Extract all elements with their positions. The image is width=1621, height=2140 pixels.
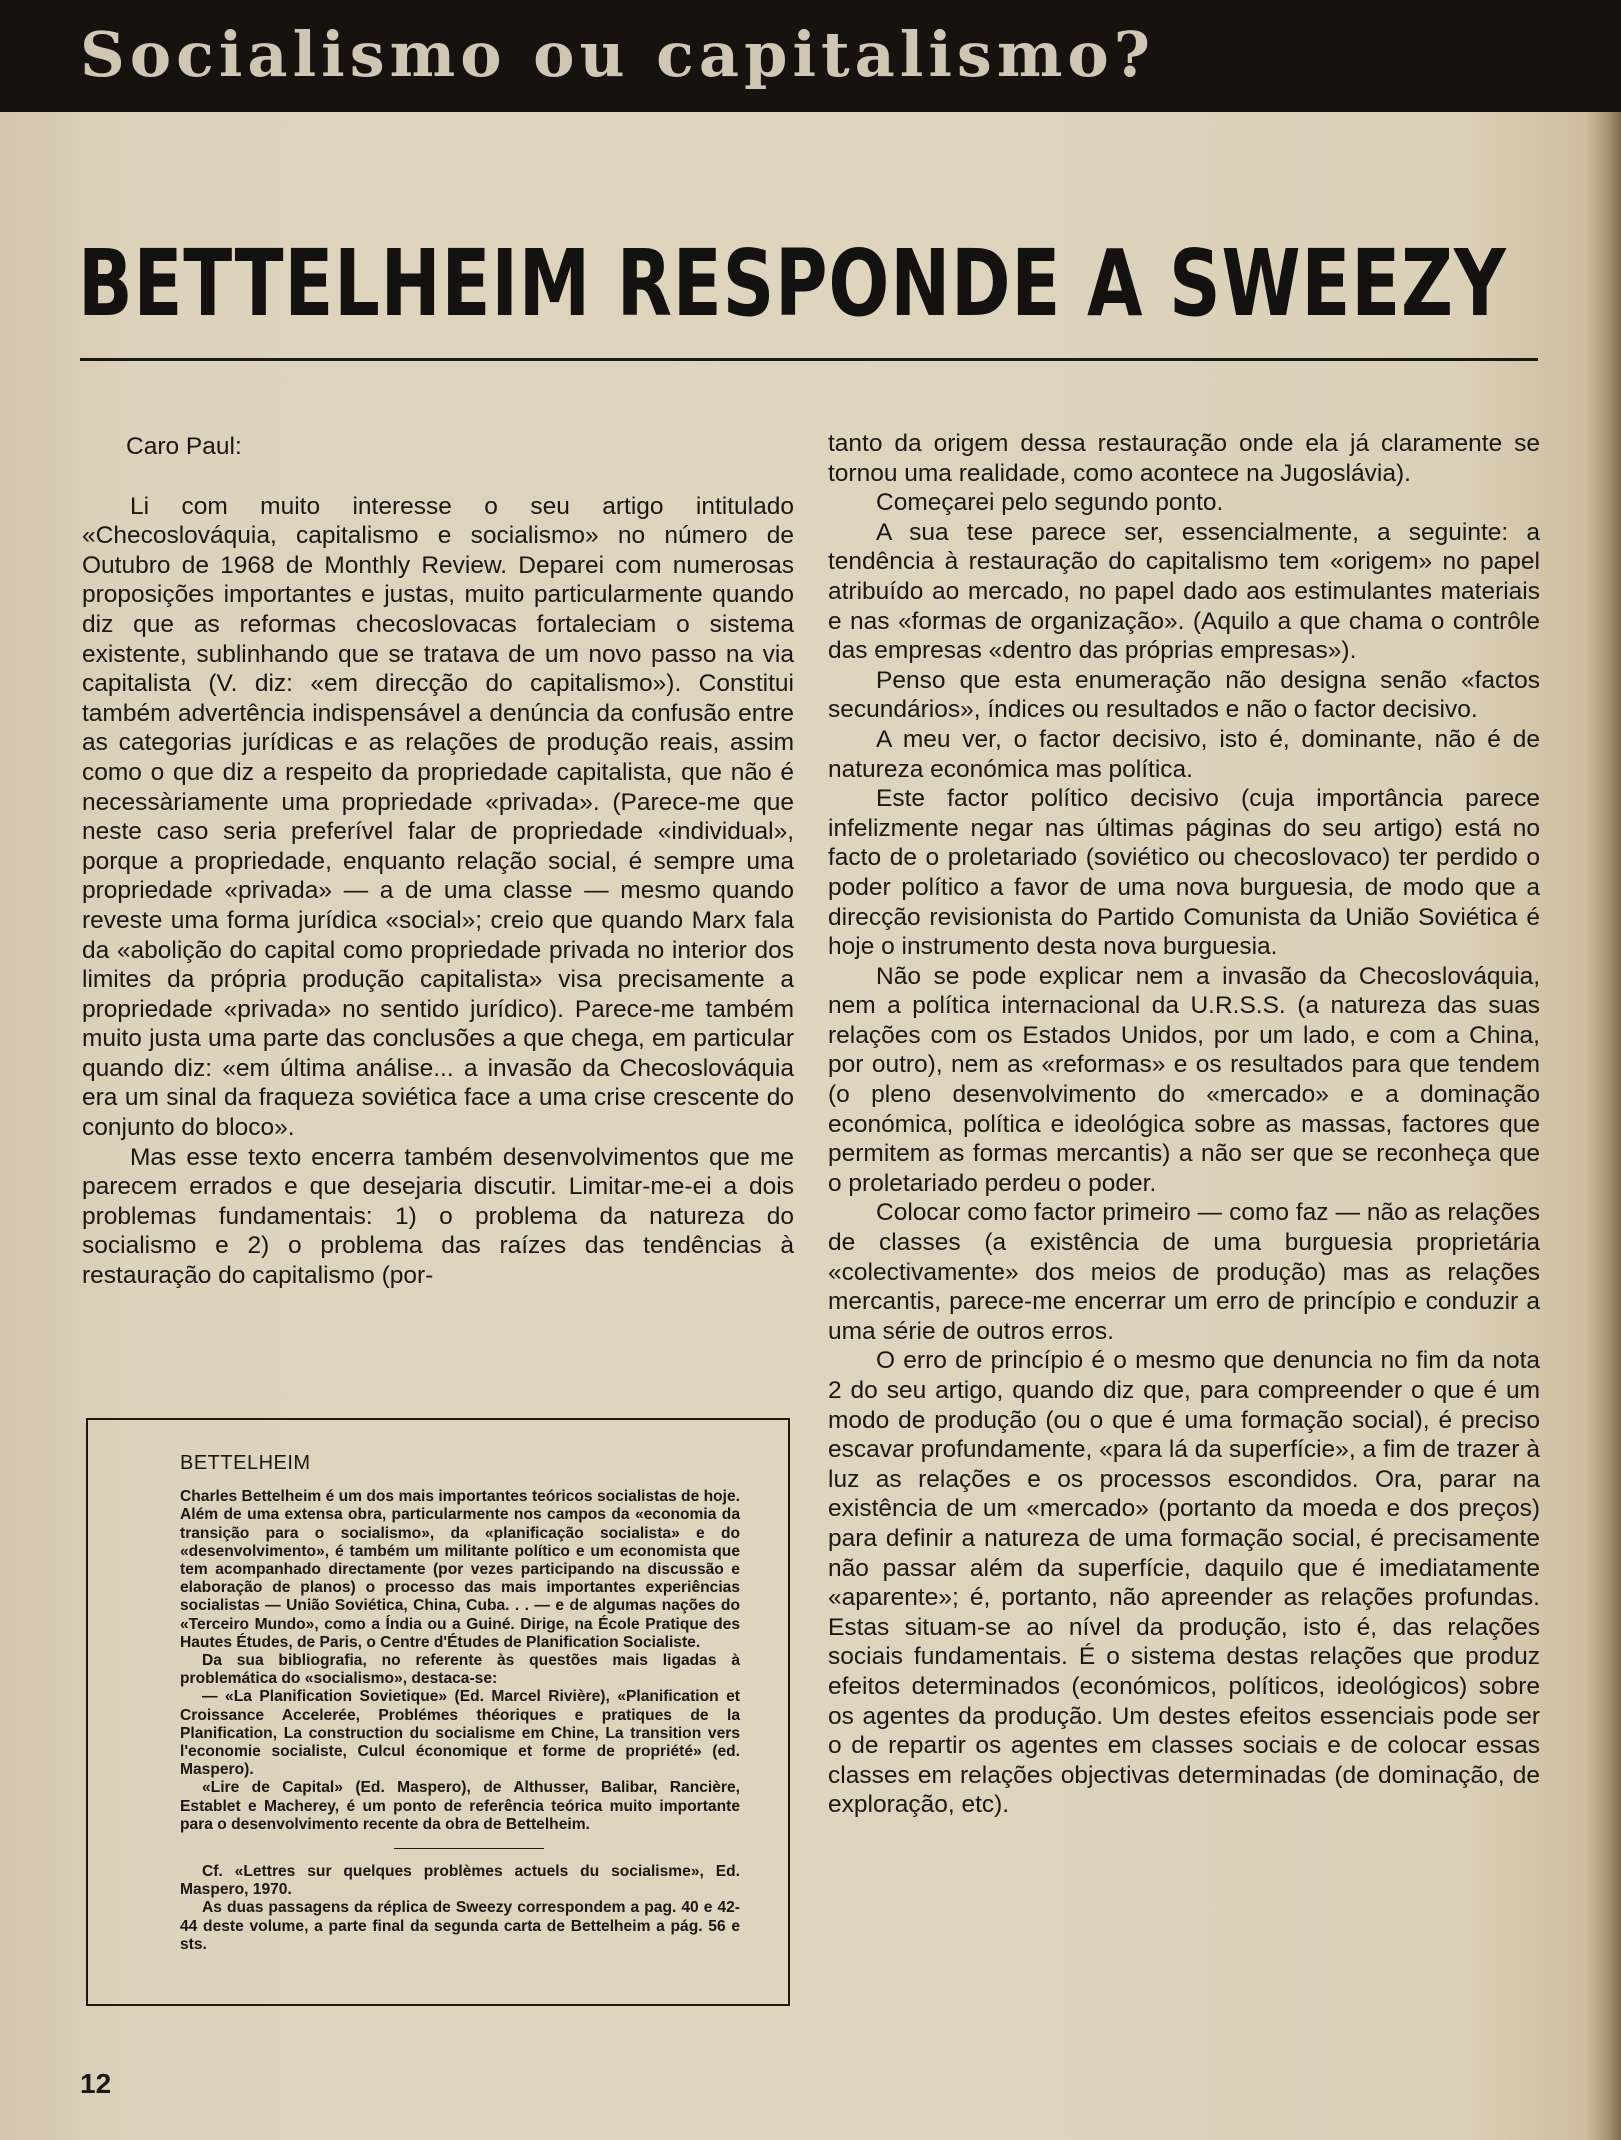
author-sidebar-box xyxy=(86,1418,790,2006)
paragraph: Este factor político decisivo (cuja importância parece infelizmente negar nas últimas páginas do seu artigo) está no facto de o proletariado (soviético ou checoslovaco) ter perdido o poder político a favor de uma nova burguesia, de modo que a direcção revisionista do Partido Comunista da União Soviética é hoje o instrumento desta nova burguesia. xyxy=(828,785,1540,961)
sidebar-content xyxy=(180,1454,740,1954)
sidebar-works: — «La Planification Sovietique» (Ed. Marcel Rivière), «Planification et Croissance Accelerée, Problémes théoriques e pratiques de la Planification, La construction du socialisme em Chine, La transition vers l'economie socialiste, Culcul économique et forme de propriété» (ed. Maspero). xyxy=(180,1688,740,1779)
section-title: Socialismo ou capitalismo? xyxy=(80,18,1156,91)
page-edge-shadow xyxy=(1587,112,1621,2140)
sidebar-footnote-cf: Cf. «Lettres sur quelques problèmes actuels du socialisme», Ed. Maspero, 1970. xyxy=(180,1863,740,1899)
headline-rule xyxy=(80,358,1538,361)
sidebar-footnote-passages: As duas passagens da réplica de Sweezy correspondem a pag. 40 e 42-44 deste volume, a parte final da segunda carta de Bettelheim a pág. 56 e sts. xyxy=(180,1899,740,1953)
sidebar-divider xyxy=(394,1848,544,1849)
salutation: Caro Paul: xyxy=(126,433,242,460)
paragraph: Começarei pelo segundo ponto. xyxy=(876,489,1224,517)
article-headline: BETTELHEIM RESPONDE A SWEEZY xyxy=(78,230,1507,337)
paragraph: A sua tese parece ser, essencialmente, a seguinte: a tendência à restauração do capitalismo tem «origem» no papel atribuído ao mercado, no papel dado aos estimulantes materiais e nas «formas de organização». (Aquilo a que chama o contrôle das empresas «dentro das próprias empresas»). xyxy=(828,518,1540,665)
paragraph: Colocar como factor primeiro — como faz — não as relações de classes (a existência de uma burguesia proprietária «colectivamente» dos meios de produção) mas as relações mercantis, parece-me encerrar um erro de princípio e conduzir a uma série de outros erros. xyxy=(828,1199,1540,1345)
paragraph: Mas esse texto encerra também desenvolvimentos que me parecem errados e que desejaria discutir. Limitar-me-ei a dois problemas fundamentais: 1) o problema da natureza do socialismo e 2) o problema das raízes das tendências à restauração do capitalismo (por- xyxy=(82,1143,794,1290)
sidebar-capital-note: «Lire de Capital» (Ed. Maspero), de Althusser, Balibar, Rancière, Establet e Macherey, é um ponto de referência teórica muito importante para o desenvolvimento recente da obra de Bettelheim. xyxy=(180,1779,740,1833)
article-column-left xyxy=(82,432,794,1291)
paragraph: tanto da origem dessa restauração onde ela já claramente se tornou uma realidade, como acontece na Jugoslávia). xyxy=(828,430,1540,487)
paragraph: A meu ver, o factor decisivo, isto é, dominante, não é de natureza económica mas política. xyxy=(828,725,1540,783)
paragraph: Penso que esta enumeração não designa senão «factos secundários», índices ou resultados e não o factor decisivo. xyxy=(828,666,1540,724)
article-column-right xyxy=(828,429,1540,1820)
sidebar-bibliography-intro: Da sua bibliografia, no referente às questões mais ligadas à problemática do «socialismo», destaca-se: xyxy=(180,1652,740,1688)
sidebar-bio: Charles Bettelheim é um dos mais importantes teóricos socialistas de hoje. Além de uma extensa obra, particularmente nos campos da «economia da transição para o socialismo», da «planificação socialista» e do «desenvolvimento», é também um militante político e um economista que tem acompanhado directamente (por vezes participando na discussão e elaboração de planos) o processo das mais importantes experiências socialistas — União Soviética, China, Cuba. . . — e de algumas nações do «Terceiro Mundo», como a Índia ou a Guiné. Dirige, na École Pratique des Hautes Études, de Paris, o Centre d'Études de Planification Socialiste. xyxy=(180,1488,740,1651)
section-banner xyxy=(0,0,1621,112)
paragraph: Não se pode explicar nem a invasão da Checoslováquia, nem a política internacional da U.R.S.S. (a natureza das suas relações com os Estados Unidos, por um lado, e com a China, por outro), nem as «reformas» e os resultados para que tendem (o pleno desenvolvimento do «mercado» e a dominação económica, política e ideológica sobre as massas, factores que permitem as formas mercantis) a não ser que se reconheça que o proletariado perdeu o poder. xyxy=(828,962,1540,1197)
sidebar-title: BETTELHEIM xyxy=(180,1452,311,1474)
page-number: 12 xyxy=(80,2068,112,2099)
paragraph: Li com muito interesse o seu artigo intitulado «Checoslováquia, capitalismo e socialismo» no número de Outubro de 1968 de Monthly Review. Deparei com numerosas proposições importantes e justas, muito particularmente quando diz que as reformas checoslovacas fortaleciam o sistema existente, sublinhando que se tratava de um novo passo na via capitalista (V. diz: «em direcção do capitalismo»). Constitui também advertência indispensável a denúncia da confusão entre as categorias jurídicas e as relações de produção reais, assim como o que diz a respeito da propriedade capitalista, que não é necessàriamente uma propriedade «privada». (Parece-me que neste caso seria preferível falar de propriedade «individual», porque a propriedade, enquanto relação social, é sempre uma propriedade «privada» — a de uma classe — mesmo quando reveste uma forma jurídica «social»; creio que quando Marx fala da «abolição do capital como propriedade privada no interior dos limites da própria produção capitalista» visa precisamente a propriedade «privada» no sentido jurídico). Parece-me também muito justa uma parte das conclusões a que chega, em particular quando diz: «em última análise... a invasão da Checoslováquia era um sinal da fraqueza soviética face a uma crise crescente do conjunto do bloco». xyxy=(82,492,794,1142)
paragraph: O erro de princípio é o mesmo que denuncia no fim da nota 2 do seu artigo, quando diz que, para compreender o que é um modo de produção (ou o que é uma formação social), é preciso escavar profundamente, «para lá da superfície», a fim de trazer à luz as relações e os processos escondidos. Ora, parar na existência de um «mercado» (portanto da moeda e dos preços) para definir a natureza de uma formação social, é precisamente não passar além da superfície, daquilo que é imediatamente «aparente»; é, portanto, não apreender as relações profundas. Estas situam-se ao nível da produção, isto é, das relações sociais fundamentais. É o sistema destas relações que produz efeitos determinados (económicos, políticos, ideológicos) sobre os agentes da produção. Um destes efeitos essenciais pode ser o de repartir os agentes em classes sociais e de colocar essas classes em relações objectivas determinadas (de dominação, de exploração, etc). xyxy=(828,1347,1540,1819)
